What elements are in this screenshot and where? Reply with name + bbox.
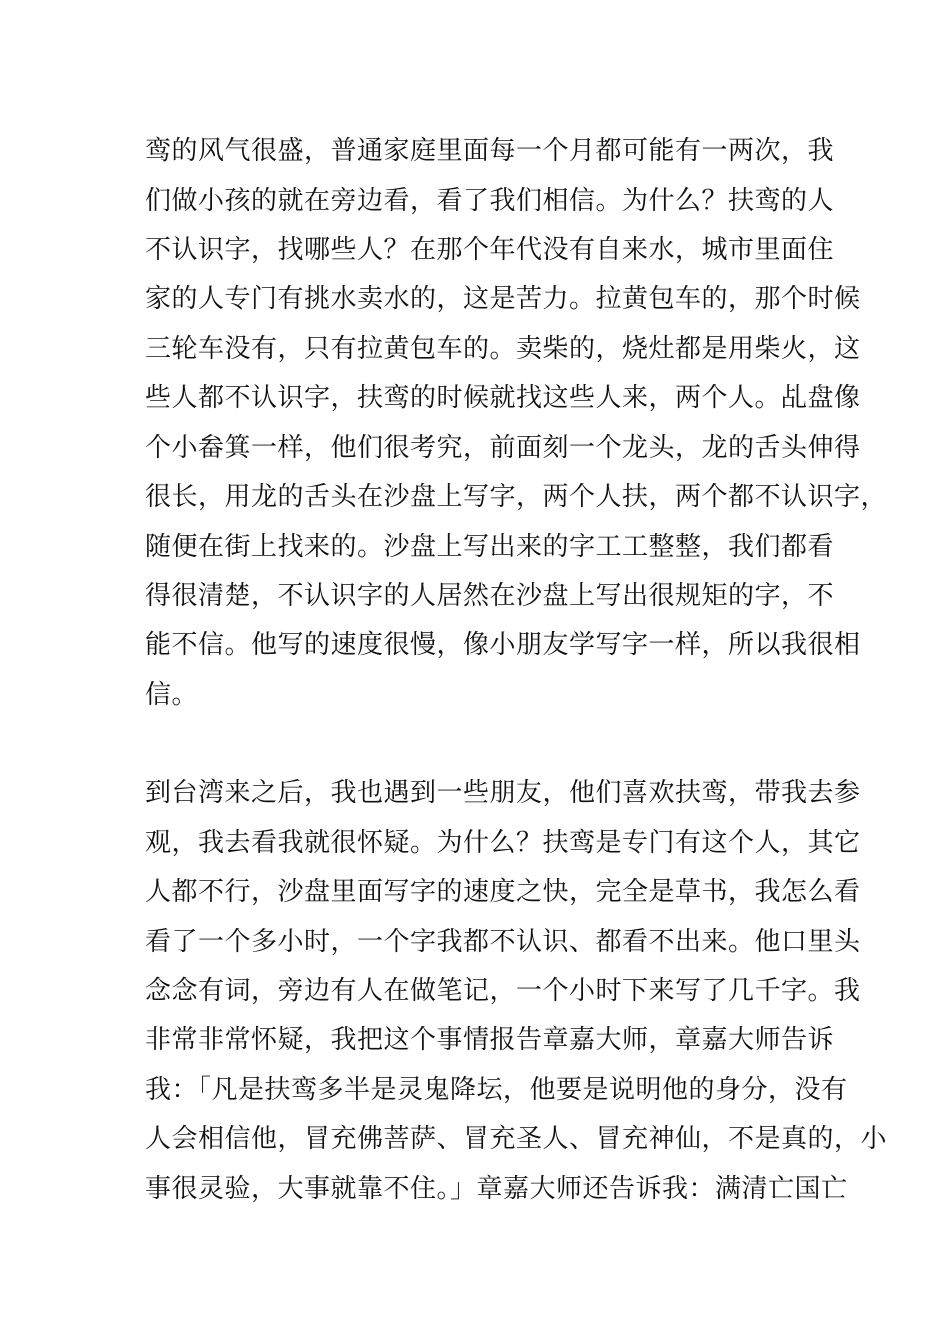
paragraph-1-line-11: 能不信。他写的速度很慢，像小朋友学写字一样，所以我很相	[145, 630, 861, 660]
paragraph-1-line-12: 信。	[145, 680, 199, 710]
paragraph-2-line-4: 看了一个多小时，一个字我都不认识、都看不出来。他口里头	[145, 927, 861, 957]
paragraph-2-line-2: 观，我去看我就很怀疑。为什么？扶鸾是专门有这个人，其它	[145, 828, 861, 858]
paragraph-1-line-2: 们做小孩的就在旁边看，看了我们相信。为什么？扶鸾的人	[145, 186, 835, 216]
paragraph-2-line-8: 人会相信他，冒充佛菩萨、冒充圣人、冒充神仙，不是真的，小	[145, 1124, 888, 1154]
paragraph-2-line-1: 到台湾来之后，我也遇到一些朋友，他们喜欢扶鸾，带我去参	[145, 778, 861, 808]
paragraph-2-line-7: 我：「凡是扶鸾多半是灵鬼降坛，他要是说明他的身分，没有	[145, 1075, 848, 1105]
paragraph-1-line-5: 三轮车没有，只有拉黄包车的。卖柴的，烧灶都是用柴火，这	[145, 334, 861, 364]
paragraph-2-line-3: 人都不行，沙盘里面写字的速度之快，完全是草书，我怎么看	[145, 877, 861, 907]
paragraph-1-line-6: 些人都不认识字，扶鸾的时候就找这些人来，两个人。乩盘像	[145, 383, 861, 413]
paragraph-2-line-9: 事很灵验，大事就靠不住。」章嘉大师还告诉我：满清亡国亡	[145, 1174, 848, 1204]
paragraph-1-line-4: 家的人专门有挑水卖水的，这是苦力。拉黄包车的，那个时候	[145, 284, 861, 314]
paragraph-1-line-1: 鸾的风气很盛，普通家庭里面每一个月都可能有一两次，我	[145, 136, 835, 166]
paragraph-1-line-7: 个小畚箕一样，他们很考究，前面刻一个龙头，龙的舌头伸得	[145, 433, 861, 463]
paragraph-2-line-5: 念念有词，旁边有人在做笔记，一个小时下来写了几千字。我	[145, 976, 861, 1006]
paragraph-2-line-6: 非常非常怀疑，我把这个事情报告章嘉大师，章嘉大师告诉	[145, 1025, 835, 1055]
paragraph-1-line-10: 得很清楚，不认识字的人居然在沙盘上写出很规矩的字，不	[145, 581, 835, 611]
paragraph-1-line-3: 不认识字，找哪些人？在那个年代没有自来水，城市里面住	[145, 235, 835, 265]
paragraph-1-line-8: 很长，用龙的舌头在沙盘上写字，两个人扶，两个都不认识字，	[145, 482, 888, 512]
paragraph-1-line-9: 随便在街上找来的。沙盘上写出来的字工工整整，我们都看	[145, 532, 835, 562]
